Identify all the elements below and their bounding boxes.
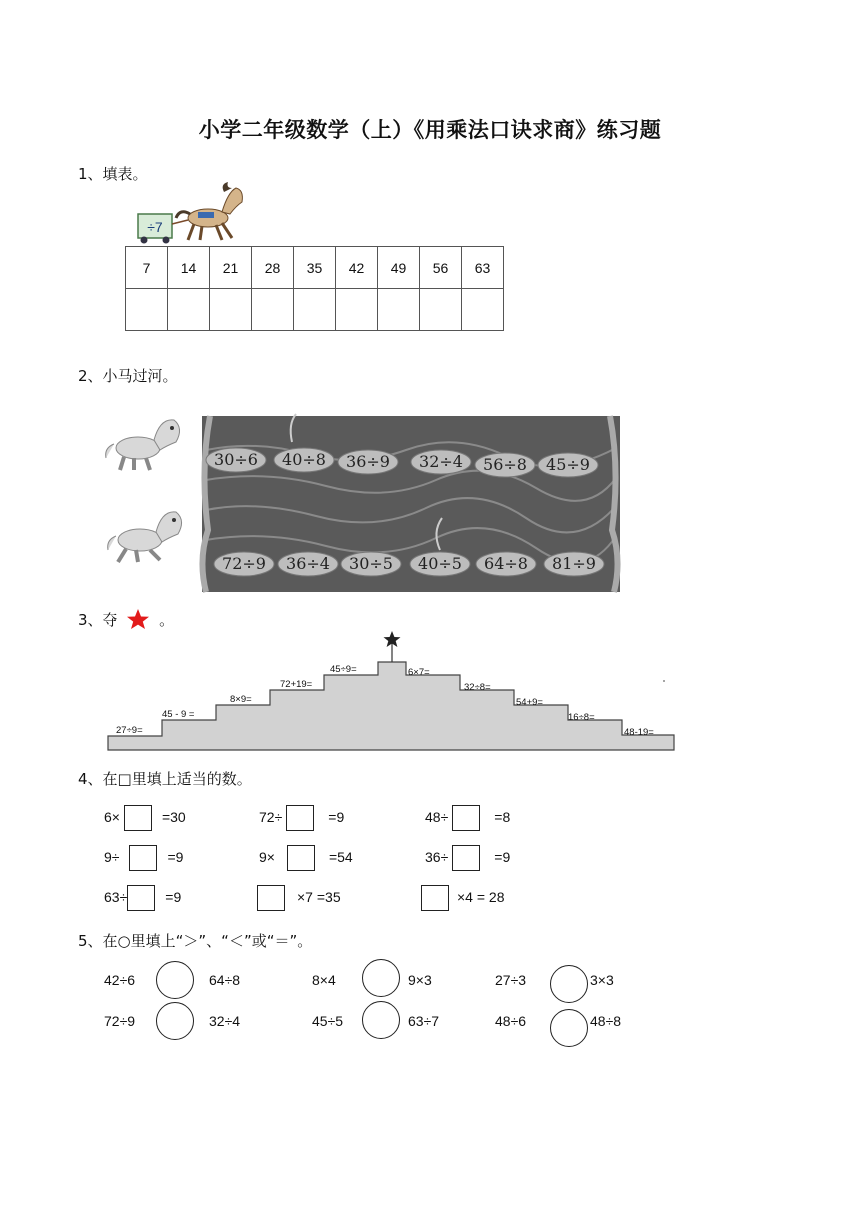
expr-suffix: =30	[161, 809, 186, 825]
table-cell: 28	[252, 247, 294, 289]
answer-box[interactable]	[286, 805, 314, 831]
stair-expr[interactable]: 72+19=	[280, 679, 313, 690]
table-cell: 7	[126, 247, 168, 289]
stone-expr[interactable]: 40÷5	[418, 554, 462, 573]
compare-circle[interactable]	[156, 961, 194, 999]
compare-left: 45÷5	[312, 1013, 344, 1029]
table-cell: 14	[168, 247, 210, 289]
stair-expr[interactable]: 16÷8=	[568, 712, 595, 723]
q4-label: 4、在□里填上适当的数。	[78, 770, 252, 788]
answer-cell[interactable]	[252, 289, 294, 331]
answer-box[interactable]	[452, 805, 480, 831]
expr-suffix: =9	[494, 849, 511, 865]
cart-label: ÷7	[147, 219, 163, 235]
expr-prefix: 36÷	[425, 849, 449, 865]
fill-item	[259, 844, 353, 871]
stone-expr[interactable]: 32÷4	[419, 452, 463, 471]
q3-label-after: 。	[159, 611, 175, 629]
stone-expr[interactable]: 64÷8	[484, 554, 528, 573]
q1-label: 1、填表。	[78, 165, 148, 183]
compare-left: 48÷6	[495, 1013, 527, 1029]
staircase-diagram	[106, 628, 680, 752]
q2-label: 2、小马过河。	[78, 367, 178, 385]
fill-item	[104, 804, 186, 831]
table-cell: 63	[462, 247, 504, 289]
answer-cell[interactable]	[378, 289, 420, 331]
fill-item	[104, 884, 181, 911]
answer-box[interactable]	[127, 885, 155, 911]
expr-prefix: 9×	[259, 849, 275, 865]
compare-circle[interactable]	[550, 1009, 588, 1047]
expr-suffix: =9	[167, 849, 184, 865]
compare-circle[interactable]	[550, 965, 588, 1003]
compare-right: 64÷8	[209, 972, 241, 988]
answer-cell[interactable]	[210, 289, 252, 331]
q5-label: 5、在○里填上“＞”、“＜”或“＝”。	[78, 932, 313, 950]
stair-expr[interactable]: 48-19=	[624, 727, 654, 738]
stone-expr[interactable]: 40÷8	[282, 450, 326, 469]
table-cell: 21	[210, 247, 252, 289]
stair-expr[interactable]: 45 - 9 =	[162, 709, 195, 720]
answer-box[interactable]	[124, 805, 152, 831]
expr-suffix: =9	[328, 809, 345, 825]
stone-expr[interactable]: 56÷8	[483, 455, 527, 474]
table-cell: 42	[336, 247, 378, 289]
compare-right: 9×3	[408, 972, 432, 988]
answer-cell[interactable]	[420, 289, 462, 331]
stair-expr[interactable]: 27÷9=	[116, 725, 143, 736]
compare-right: 3×3	[590, 972, 614, 988]
compare-right: 63÷7	[408, 1013, 440, 1029]
table-cell: 56	[420, 247, 462, 289]
compare-circle[interactable]	[362, 959, 400, 997]
table-row-answers	[126, 289, 504, 331]
compare-circle[interactable]	[362, 1001, 400, 1039]
fill-item	[425, 804, 510, 831]
stone-expr[interactable]: 72÷9	[222, 554, 266, 573]
fill-item	[257, 884, 341, 911]
compare-right: 32÷4	[209, 1013, 241, 1029]
page-title: 小学二年级数学（上）《用乘法口诀求商》练习题	[198, 118, 662, 142]
answer-box[interactable]	[129, 845, 157, 871]
stair-expr[interactable]: 32÷8=	[464, 682, 491, 693]
expr-suffix: ×7 =35	[297, 889, 341, 905]
answer-box[interactable]	[421, 885, 449, 911]
answer-cell[interactable]	[168, 289, 210, 331]
expr-suffix: =8	[494, 809, 511, 825]
answer-cell[interactable]	[336, 289, 378, 331]
stone-expr[interactable]: 81÷9	[552, 554, 596, 573]
horse-cart-icon	[136, 180, 246, 246]
stair-expr[interactable]: 54+9=	[516, 697, 543, 708]
q3-label	[78, 608, 174, 630]
stone-expr[interactable]: 30÷6	[214, 450, 258, 469]
compare-right: 48÷8	[590, 1013, 622, 1029]
answer-cell[interactable]	[126, 289, 168, 331]
compare-circle[interactable]	[156, 1002, 194, 1040]
stone-expr[interactable]: 36÷4	[286, 554, 330, 573]
compare-left: 8×4	[312, 972, 336, 988]
fill-table	[125, 246, 504, 331]
answer-box[interactable]	[287, 845, 315, 871]
expr-prefix: 48÷	[425, 809, 449, 825]
stone-expr[interactable]: 45÷9	[546, 455, 590, 474]
expr-suffix: ×4 = 28	[457, 889, 505, 905]
answer-cell[interactable]	[294, 289, 336, 331]
fill-item	[104, 844, 183, 871]
ponies-icon	[104, 412, 186, 572]
stair-expr[interactable]: 8×9=	[230, 694, 252, 705]
answer-box[interactable]	[452, 845, 480, 871]
answer-cell[interactable]	[462, 289, 504, 331]
expr-suffix: =54	[328, 849, 353, 865]
table-cell: 49	[378, 247, 420, 289]
compare-left: 72÷9	[104, 1013, 136, 1029]
expr-prefix: 9÷	[104, 849, 120, 865]
expr-prefix: 6×	[104, 809, 120, 825]
stair-expr[interactable]: 45÷9=	[330, 664, 357, 675]
expr-prefix: 72÷	[259, 809, 283, 825]
fill-item	[421, 884, 505, 911]
q3-label-before: 3、夺	[78, 611, 118, 629]
table-row-dividends	[126, 247, 504, 289]
expr-suffix: =9	[165, 889, 182, 905]
expr-prefix: 63÷	[104, 889, 128, 905]
stone-expr[interactable]: 30÷5	[349, 554, 393, 573]
river-scene	[196, 410, 626, 594]
stone-expr[interactable]: 36÷9	[346, 452, 390, 471]
fill-item	[259, 804, 344, 831]
answer-box[interactable]	[257, 885, 285, 911]
red-star-icon	[126, 608, 150, 630]
table-cell: 35	[294, 247, 336, 289]
compare-left: 27÷3	[495, 972, 527, 988]
compare-left: 42÷6	[104, 972, 136, 988]
fill-item	[425, 844, 510, 871]
stair-expr[interactable]: 6×7=	[408, 667, 430, 678]
